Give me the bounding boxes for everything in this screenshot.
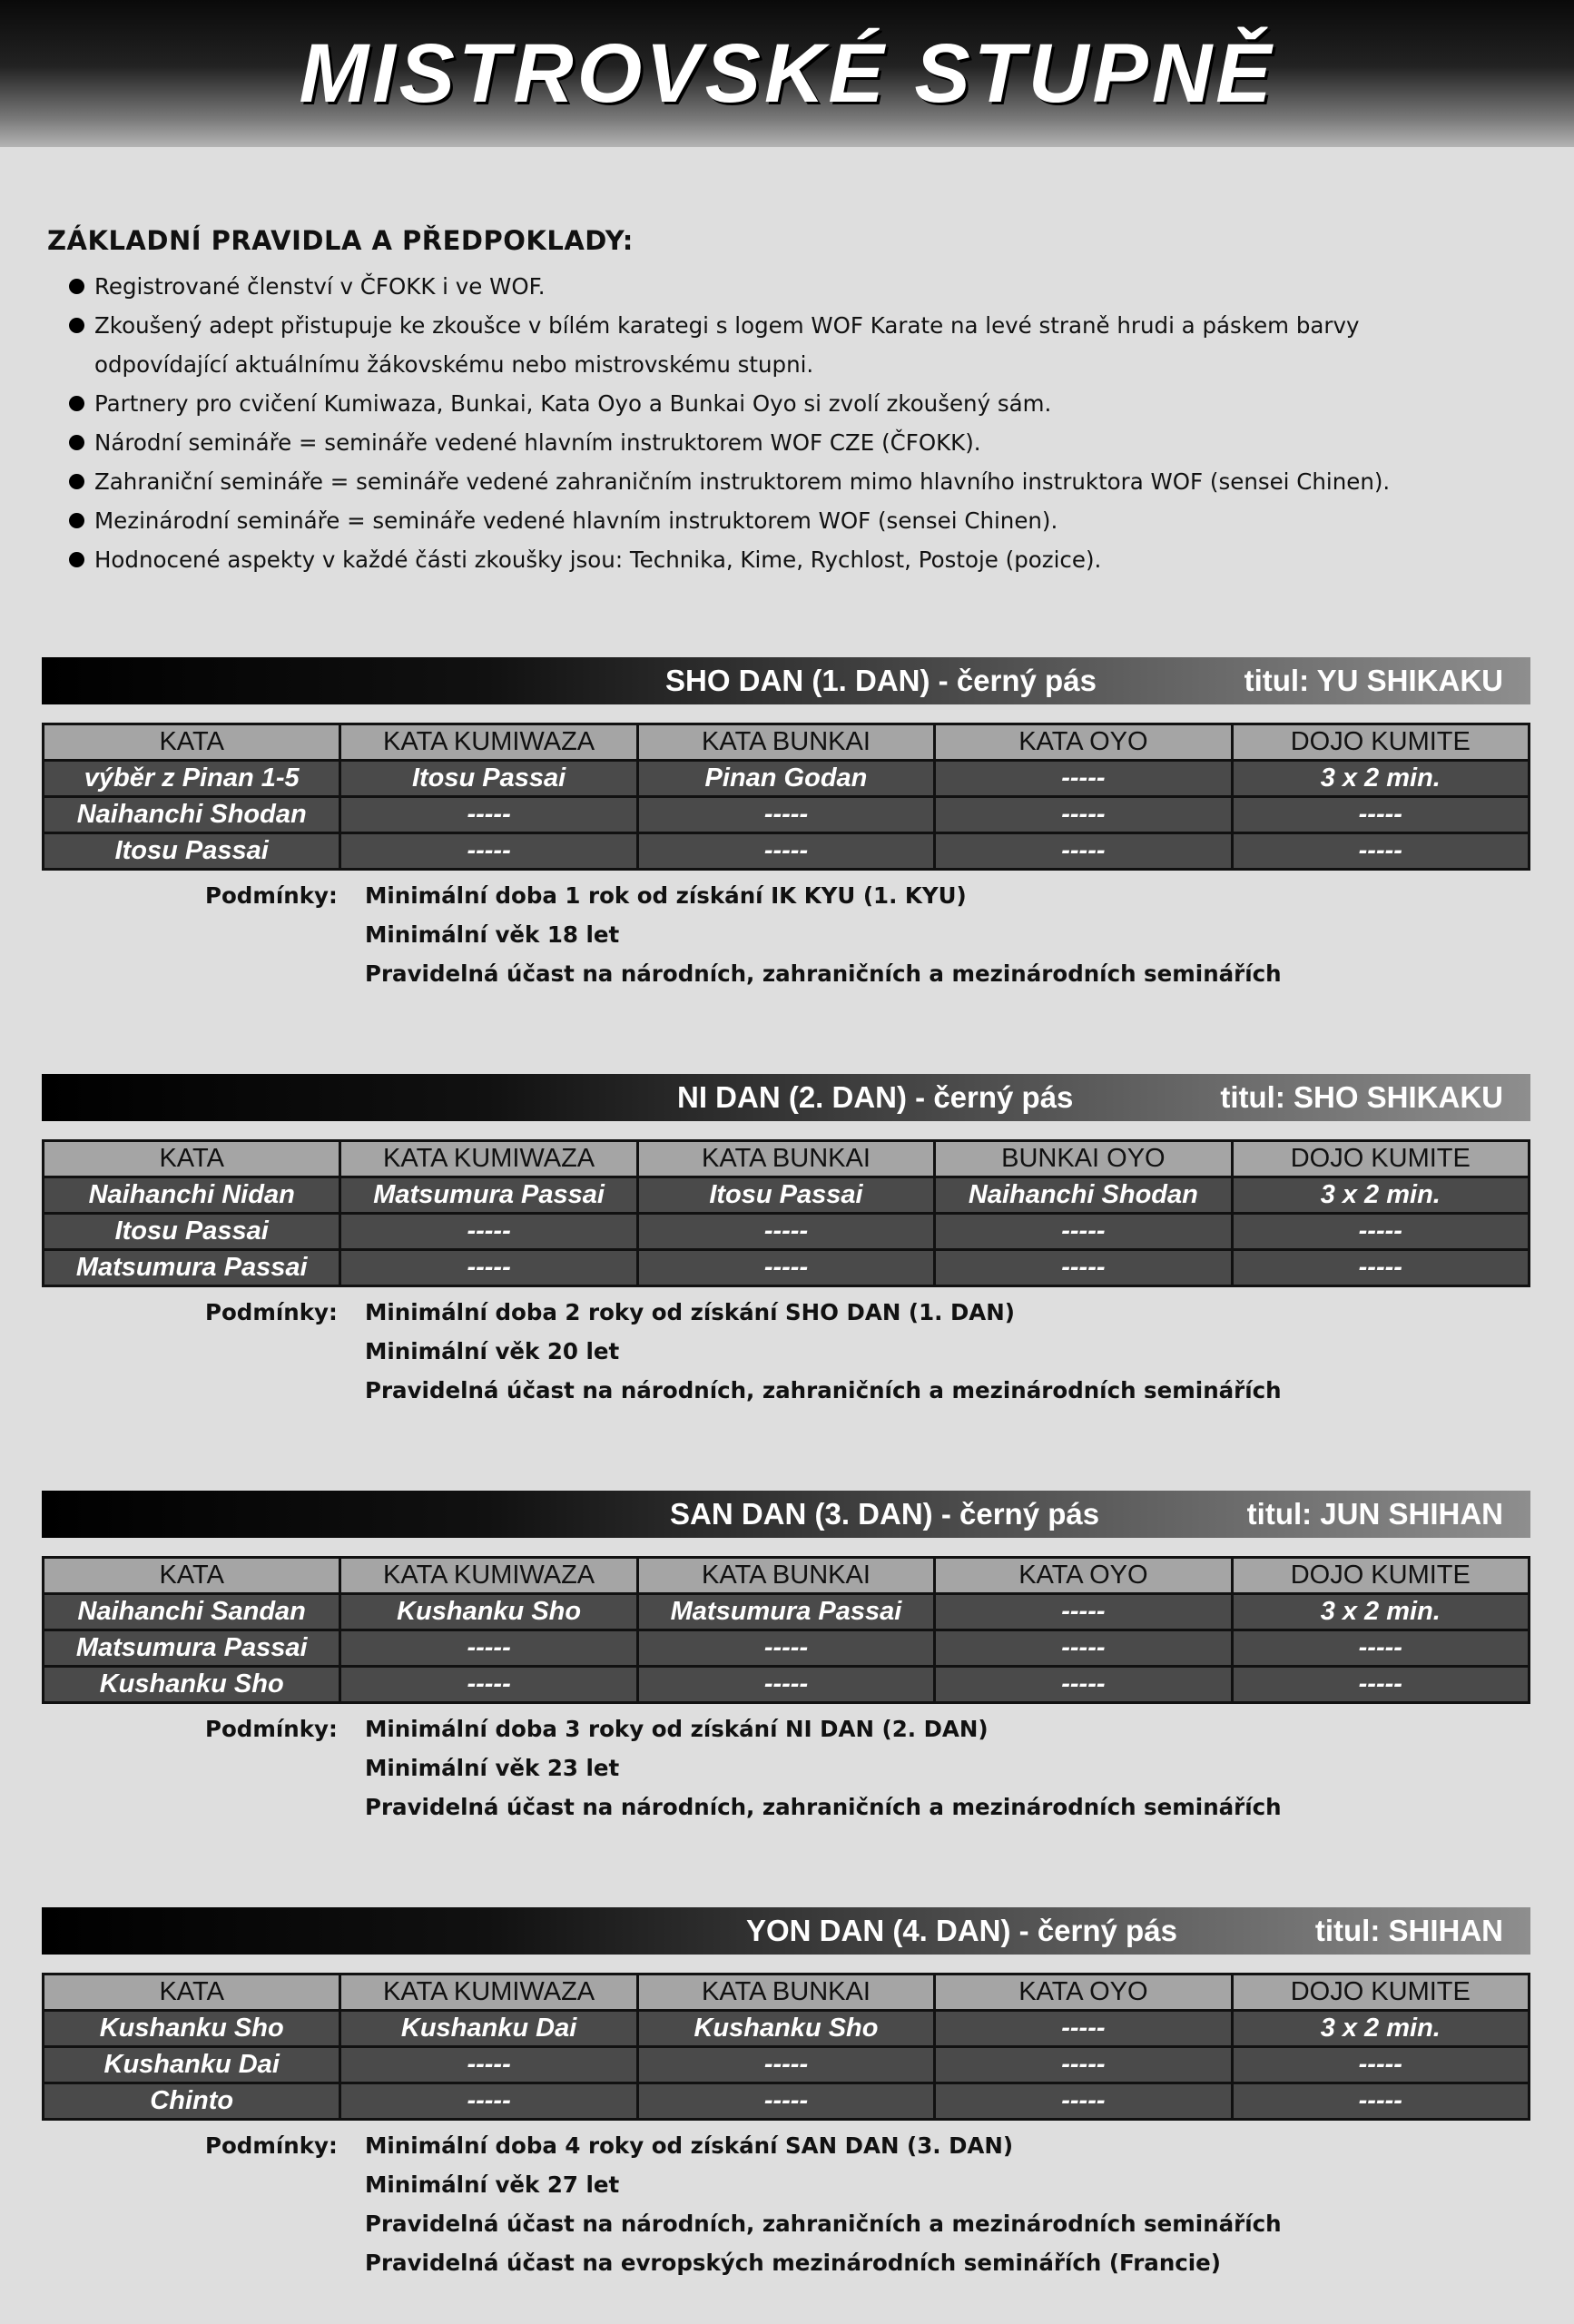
table-row — [44, 1214, 1530, 1250]
table-cell: ----- — [637, 2047, 934, 2083]
bullet-icon — [69, 279, 84, 294]
rule-item: Hodnocené aspekty v každé části zkoušky jsou: Technika, Kime, Rychlost, Postoje (pozice). — [47, 540, 1536, 579]
column-header: DOJO KUMITE — [1232, 1974, 1529, 2011]
condition-item: Minimální věk 27 let — [365, 2171, 620, 2198]
table-cell: Naihanchi Nidan — [44, 1177, 340, 1214]
table-cell: Matsumura Passai — [637, 1594, 934, 1630]
table-cell: ----- — [637, 1667, 934, 1703]
bullet-icon — [69, 474, 84, 489]
table-cell: ----- — [340, 1250, 637, 1286]
table-cell: ----- — [637, 1214, 934, 1250]
table-cell: ----- — [1232, 833, 1529, 870]
condition-item: Minimální doba 3 roky od získání NI DAN (2. DAN) — [365, 1716, 989, 1742]
table-cell: ----- — [340, 1630, 637, 1667]
bullet-icon — [69, 435, 84, 450]
condition-item: Minimální věk 20 let — [365, 1338, 620, 1364]
table-cell: ----- — [935, 797, 1232, 833]
conditions-label: Podmínky: — [205, 1716, 338, 1742]
rule-item-continuation: odpovídající aktuálnímu žákovskému nebo mistrovskému stupni. — [94, 351, 814, 378]
bullet-icon — [69, 513, 84, 528]
kata-table — [42, 723, 1530, 871]
kata-table — [42, 1556, 1530, 1704]
table-cell: Pinan Godan — [637, 761, 934, 797]
table-row — [44, 2011, 1530, 2047]
dan-honor-title: titul: JUN SHIHAN — [1246, 1497, 1503, 1531]
table-cell: ----- — [340, 1214, 637, 1250]
column-header: KATA BUNKAI — [637, 1141, 934, 1177]
kata-table — [42, 1973, 1530, 2121]
condition-item: Pravidelná účast na národních, zahraničních a mezinárodních seminářích — [365, 2211, 1282, 2237]
table-cell: Chinto — [44, 2083, 340, 2120]
table-cell: ----- — [935, 2083, 1232, 2120]
rule-item: Zkoušený adept přistupuje ke zkoušce v bílém karategi s logem WOF Karate na levé straně hrudi a páskem barvy — [47, 306, 1536, 345]
table-cell: ----- — [637, 1630, 934, 1667]
table-cell: Matsumura Passai — [340, 1177, 637, 1214]
rule-item: Registrované členství v ČFOKK i ve WOF. — [47, 267, 1536, 306]
table-row — [44, 1630, 1530, 1667]
table-cell: Naihanchi Shodan — [935, 1177, 1232, 1214]
condition-item: Minimální doba 2 roky od získání SHO DAN (1. DAN) — [365, 1299, 1015, 1325]
table-cell: ----- — [340, 833, 637, 870]
column-header: BUNKAI OYO — [935, 1141, 1232, 1177]
table-cell: Matsumura Passai — [44, 1250, 340, 1286]
table-cell: 3 x 2 min. — [1232, 2011, 1529, 2047]
table-cell: Itosu Passai — [637, 1177, 934, 1214]
dan-section-4 — [42, 1907, 1530, 2282]
table-cell: Itosu Passai — [340, 761, 637, 797]
column-header: KATA KUMIWAZA — [340, 1558, 637, 1594]
column-header: DOJO KUMITE — [1232, 1141, 1529, 1177]
table-cell: Itosu Passai — [44, 1214, 340, 1250]
table-cell: 3 x 2 min. — [1232, 761, 1529, 797]
kata-table — [42, 1139, 1530, 1287]
table-cell: ----- — [1232, 1630, 1529, 1667]
column-header: DOJO KUMITE — [1232, 1558, 1529, 1594]
rules-list — [47, 267, 1536, 579]
table-cell: ----- — [935, 2011, 1232, 2047]
table-row — [44, 1594, 1530, 1630]
table-row — [44, 833, 1530, 870]
table-cell: Kushanku Dai — [44, 2047, 340, 2083]
table-cell: ----- — [637, 2083, 934, 2120]
rules-heading: ZÁKLADNÍ PRAVIDLA A PŘEDPOKLADY: — [47, 225, 634, 256]
table-cell: Matsumura Passai — [44, 1630, 340, 1667]
table-cell: ----- — [935, 761, 1232, 797]
table-cell: ----- — [935, 1214, 1232, 1250]
condition-item: Pravidelná účast na národních, zahraničních a mezinárodních seminářích — [365, 960, 1282, 987]
table-cell: výběr z Pinan 1-5 — [44, 761, 340, 797]
table-cell: 3 x 2 min. — [1232, 1177, 1529, 1214]
rule-item: Národní semináře = semináře vedené hlavním instruktorem WOF CZE (ČFOKK). — [47, 423, 1536, 462]
condition-item: Pravidelná účast na národních, zahraničních a mezinárodních seminářích — [365, 1377, 1282, 1403]
table-cell: ----- — [935, 1667, 1232, 1703]
table-row — [44, 797, 1530, 833]
rule-item: Partnery pro cvičení Kumiwaza, Bunkai, Kata Oyo a Bunkai Oyo si zvolí zkoušený sám. — [47, 384, 1536, 423]
table-cell: ----- — [637, 833, 934, 870]
column-header: KATA — [44, 1974, 340, 2011]
rule-item: Mezinárodní semináře = semináře vedené hlavním instruktorem WOF (sensei Chinen). — [47, 501, 1536, 540]
conditions-label: Podmínky: — [205, 1299, 338, 1325]
table-row — [44, 1177, 1530, 1214]
table-cell: Kushanku Sho — [44, 1667, 340, 1703]
conditions-block — [42, 876, 1530, 993]
table-cell: ----- — [1232, 1667, 1529, 1703]
column-header: KATA — [44, 1558, 340, 1594]
column-header: KATA OYO — [935, 1974, 1232, 2011]
column-header: KATA BUNKAI — [637, 1974, 934, 2011]
table-row — [44, 1250, 1530, 1286]
condition-item: Minimální doba 1 rok od získání IK KYU (1. KYU) — [365, 882, 967, 909]
table-cell: ----- — [935, 2047, 1232, 2083]
table-cell: ----- — [1232, 2047, 1529, 2083]
table-cell: ----- — [340, 797, 637, 833]
column-header: KATA BUNKAI — [637, 1558, 934, 1594]
dan-banner — [42, 1074, 1530, 1121]
table-row — [44, 761, 1530, 797]
table-cell: ----- — [637, 1250, 934, 1286]
rules-block — [47, 225, 1536, 579]
dan-honor-title: titul: SHO SHIKAKU — [1220, 1080, 1503, 1114]
rule-item: Zahraniční semináře = semináře vedené zahraničním instruktorem mimo hlavního instruktora WOF (sensei Chinen). — [47, 462, 1536, 501]
bullet-icon — [69, 318, 84, 333]
table-header-row — [44, 1141, 1530, 1177]
conditions-block — [42, 2126, 1530, 2282]
table-cell: ----- — [1232, 797, 1529, 833]
condition-item: Minimální věk 23 let — [365, 1755, 620, 1781]
dan-title: SAN DAN (3. DAN) - černý pás — [670, 1497, 1100, 1531]
table-cell: ----- — [1232, 1250, 1529, 1286]
table-cell: ----- — [637, 797, 934, 833]
dan-section-3 — [42, 1491, 1530, 1827]
conditions-label: Podmínky: — [205, 882, 338, 909]
table-cell: Itosu Passai — [44, 833, 340, 870]
column-header: DOJO KUMITE — [1232, 724, 1529, 761]
condition-item: Minimální doba 4 roky od získání SAN DAN (3. DAN) — [365, 2132, 1014, 2159]
table-cell: Naihanchi Sandan — [44, 1594, 340, 1630]
dan-banner — [42, 1907, 1530, 1955]
table-cell: Kushanku Sho — [44, 2011, 340, 2047]
dan-banner — [42, 657, 1530, 704]
dan-honor-title: titul: SHIHAN — [1314, 1914, 1503, 1947]
table-cell: ----- — [935, 1594, 1232, 1630]
table-cell: ----- — [340, 2083, 637, 2120]
table-cell: ----- — [935, 1250, 1232, 1286]
conditions-block — [42, 1293, 1530, 1410]
bullet-icon — [69, 396, 84, 411]
dan-title: SHO DAN (1. DAN) - černý pás — [665, 664, 1097, 697]
column-header: KATA KUMIWAZA — [340, 1974, 637, 2011]
column-header: KATA KUMIWAZA — [340, 1141, 637, 1177]
table-header-row — [44, 724, 1530, 761]
dan-banner — [42, 1491, 1530, 1538]
bullet-icon — [69, 552, 84, 567]
dan-title: YON DAN (4. DAN) - černý pás — [746, 1914, 1177, 1947]
page-header — [0, 0, 1574, 147]
column-header: KATA OYO — [935, 1558, 1232, 1594]
table-row — [44, 1667, 1530, 1703]
table-cell: ----- — [340, 1667, 637, 1703]
table-cell: Kushanku Sho — [340, 1594, 637, 1630]
table-cell: ----- — [1232, 1214, 1529, 1250]
table-cell: 3 x 2 min. — [1232, 1594, 1529, 1630]
table-row — [44, 2047, 1530, 2083]
condition-item: Minimální věk 18 let — [365, 921, 620, 948]
table-cell: ----- — [935, 1630, 1232, 1667]
column-header: KATA KUMIWAZA — [340, 724, 637, 761]
table-cell: ----- — [935, 833, 1232, 870]
column-header: KATA — [44, 1141, 340, 1177]
dan-section-2 — [42, 1074, 1530, 1410]
table-header-row — [44, 1974, 1530, 2011]
table-cell: Kushanku Sho — [637, 2011, 934, 2047]
dan-section-1 — [42, 657, 1530, 993]
condition-item: Pravidelná účast na evropských mezinárodních seminářích (Francie) — [365, 2250, 1221, 2276]
conditions-block — [42, 1709, 1530, 1827]
column-header: KATA — [44, 724, 340, 761]
table-cell: Kushanku Dai — [340, 2011, 637, 2047]
table-header-row — [44, 1558, 1530, 1594]
dan-title: NI DAN (2. DAN) - černý pás — [677, 1080, 1074, 1114]
column-header: KATA OYO — [935, 724, 1232, 761]
dan-honor-title: titul: YU SHIKAKU — [1244, 664, 1503, 697]
conditions-label: Podmínky: — [205, 2132, 338, 2159]
table-cell: ----- — [1232, 2083, 1529, 2120]
page-title: MISTROVSKÉ STUPNĚ — [299, 26, 1275, 120]
table-row — [44, 2083, 1530, 2120]
condition-item: Pravidelná účast na národních, zahraničních a mezinárodních seminářích — [365, 1794, 1282, 1820]
column-header: KATA BUNKAI — [637, 724, 934, 761]
table-cell: ----- — [340, 2047, 637, 2083]
table-cell: Naihanchi Shodan — [44, 797, 340, 833]
